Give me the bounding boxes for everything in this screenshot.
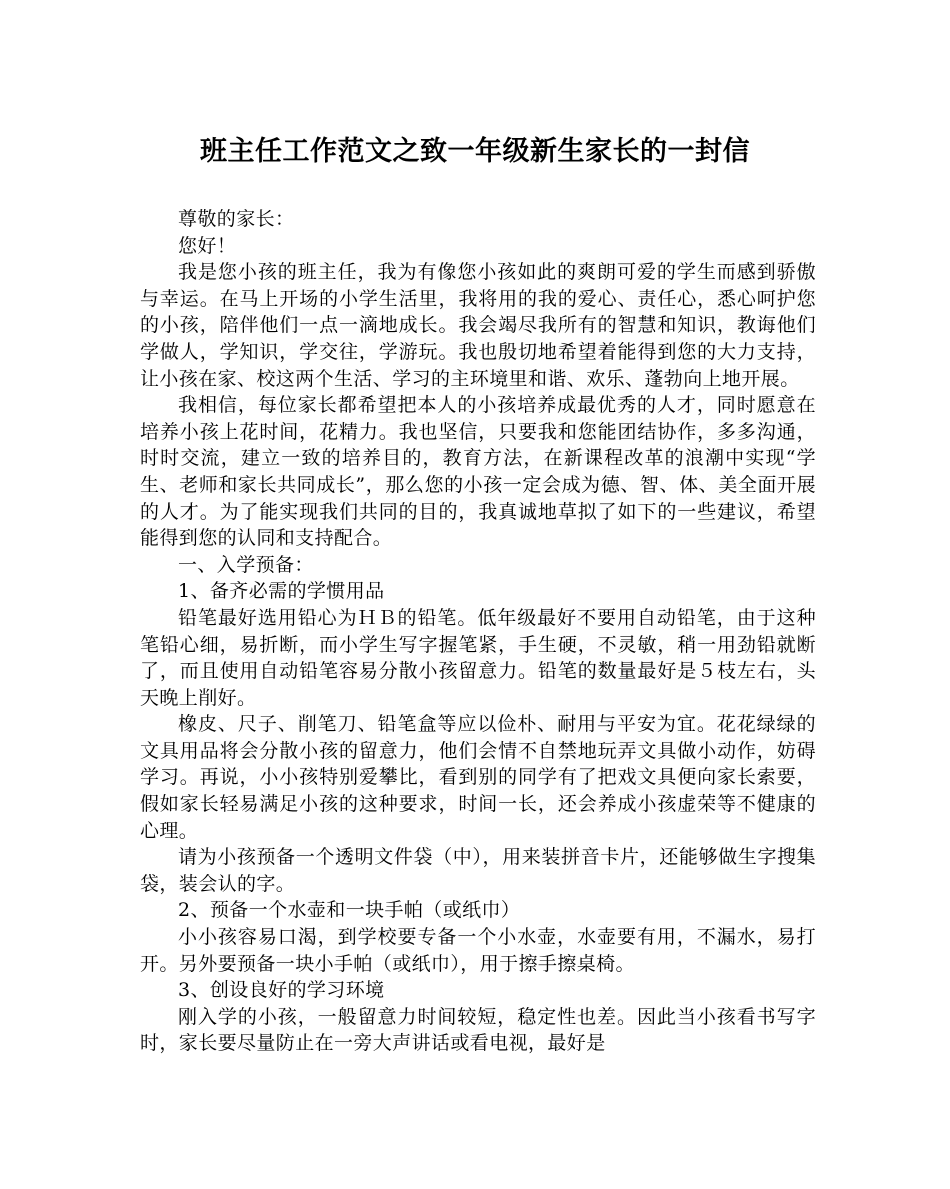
section-heading: 一、入学预备：: [178, 553, 314, 576]
paragraph: 我是您小孩的班主任，我为有像您小孩如此的爽朗可爱的学生而感到骄傲与幸运。在马上开场的小学生活里，我将用的我的爱心、责任心，悉心呵护您的小孩，陪伴他们一点一滴地成长。我会竭尽我所有的智慧和知识，教诲他们学做人，学知识，学交往，学游玩。我也殷切地希望着能得到您的大力支持，让小孩在家、校这两个生活、学习的主环境里和谐、欢乐、蓬勃向上地开展。: [140, 261, 816, 390]
document-title: 班主任工作范文之致一年级新生家长的一封信: [200, 136, 750, 167]
salutation: 尊敬的家长：: [178, 208, 295, 230]
document-body: [140, 206, 816, 1057]
paragraph: 小小孩容易口渴，到学校要专备一个小水壶，水壶要有用，不漏水，易打开。另外要预备一块小手帕（或纸巾），用于擦手擦桌椅。: [140, 926, 816, 975]
paragraph: 橡皮、尺子、削笔刀、铅笔盒等应以俭朴、耐用与平安为宜。花花绿绿的文具用品将会分散小孩的留意力，他们会情不自禁地玩弄文具做小动作，妨碍学习。再说，小小孩特别爱攀比，看到别的同学有了把戏文具便向家长索要，假如家长轻易满足小孩的这种要求，时间一长，还会养成小孩虚荣等不健康的心理。: [140, 713, 816, 842]
subsection-heading: 3、创设良好的学习环境: [178, 979, 385, 1002]
paragraph: 刚入学的小孩，一般留意力时间较短，稳定性也差。因此当小孩看书写字时，家长要尽量防止在一旁大声讲话或看电视，最好是: [140, 1005, 816, 1055]
greeting: 您好！: [178, 234, 237, 257]
paragraph: 铅笔最好选用铅心为ＨＢ的铅笔。低年级最好不要用自动铅笔，由于这种笔铅心细，易折断，而小学生写字握笔紧，手生硬，不灵敏，稍一用劲铅就断了，而且使用自动铅笔容易分散小孩留意力。铅笔的数量最好是５枝左右，头天晚上削好。: [140, 606, 816, 709]
paragraph: 我相信，每位家长都希望把本人的小孩培养成最优秀的人才，同时愿意在培养小孩上花时间，花精力。我也坚信，只要我和您能团结协作，多多沟通，时时交流，建立一致的培养目的，教育方法，在新课程改革的浪潮中实现“学生、老师和家长共同成长”，那么您的小孩一定会成为德、智、体、美全面开展的人才。为了能实现我们共同的目的，我真诚地草拟了如下的一些建议，希望能得到您的认同和支持配合。: [140, 394, 816, 550]
paragraph: 请为小孩预备一个透明文件袋（中），用来装拼音卡片，还能够做生字搜集袋，装会认的字。: [140, 846, 816, 895]
subsection-heading: 2、预备一个水壶和一块手帕（或纸巾）: [178, 899, 521, 922]
subsection-heading: 1、备齐必需的学惯用品: [178, 580, 385, 603]
